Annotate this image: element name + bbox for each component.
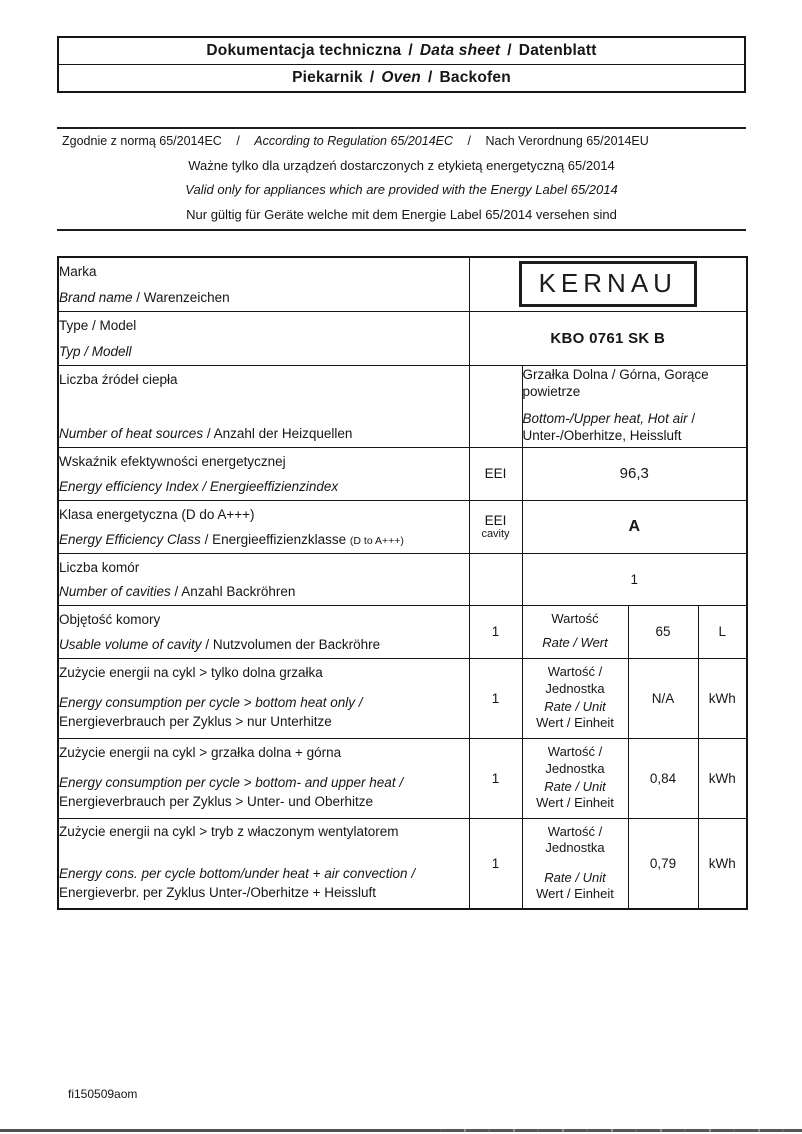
energy-class-label-pl: Klasa energetyczna (D do A+++): [59, 506, 255, 522]
regulation-de: Nach Verordnung 65/2014EU: [485, 134, 649, 148]
energy-fan-value: 0,79: [628, 818, 698, 909]
brand-label-de: / Warenzeichen: [132, 289, 230, 305]
validity-note-pl: Ważne tylko dla urządzeń dostarczonych z etykietą energetyczną 65/2014: [188, 157, 615, 173]
volume-label-de: / Nutzvolumen der Backröhre: [201, 636, 381, 652]
volume-count: 1: [469, 605, 522, 658]
table-row-energy-fan: [58, 818, 747, 909]
heat-sources-value-en: Bottom-/Upper heat, Hot air: [522, 411, 688, 426]
energy-bottom-label-de: Energieverbrauch per Zyklus > nur Unterhitze: [59, 714, 332, 730]
brand-label-cell: [58, 257, 469, 311]
energy-bottom-upper-count: 1: [469, 738, 522, 818]
cavities-value-cell: [522, 553, 747, 605]
model-label-pl: Type / Model: [59, 317, 137, 333]
table-row-heat-sources: [58, 365, 747, 447]
energy-fan-count: 1: [469, 818, 522, 909]
rate-label-pl: Wartość: [551, 611, 599, 626]
eei-value-cell: [522, 447, 747, 500]
model-label-de: Typ / Modell: [59, 343, 132, 359]
energy-fan-label-cell: [58, 818, 469, 909]
volume-label-cell: [58, 605, 469, 658]
eei-label-pl: Wskaźnik efektywności energetycznej: [59, 453, 286, 469]
rate-label-en-de: Rate / Wert: [542, 635, 608, 651]
energy-bottom-label-pl: Zużycie energii na cykl > tylko dolna grzałka: [59, 664, 323, 680]
energy-class-label-en: Energy Efficiency Class: [59, 531, 201, 547]
model-value-cell: [469, 311, 747, 365]
title-en: Data sheet: [419, 42, 501, 59]
volume-label-en: Usable volume of cavity: [59, 636, 202, 652]
energy-bottom-upper-unit: kWh: [698, 738, 747, 818]
table-row-energy-class: [58, 500, 747, 553]
energy-fan-unit: kWh: [698, 818, 747, 909]
energy-fan-label-en: Energy cons. per cycle bottom/under heat + air convection /: [59, 865, 416, 881]
energy-bottom-label-cell: [58, 658, 469, 738]
product-pl: Piekarnik: [292, 69, 363, 86]
volume-label-pl: Objętość komory: [59, 611, 161, 627]
title-de: Datenblatt: [518, 42, 597, 59]
energy-class-value-cell: [522, 500, 747, 553]
energy-class-value: A: [628, 517, 641, 535]
table-row-energy-bottom-upper: [58, 738, 747, 818]
subtitle-line-product: [59, 65, 744, 91]
energy-bottom-upper-label-de: Energieverbrauch per Zyklus > Unter- und Oberhitze: [59, 794, 374, 810]
heat-sources-label-cell: [58, 365, 469, 447]
document-code: fi150509aom: [68, 1087, 138, 1101]
brand-value-cell: [469, 257, 747, 311]
scan-bottom-edge: [0, 1129, 802, 1132]
table-row-eei: [58, 447, 747, 500]
energy-bottom-upper-value: 0,84: [628, 738, 698, 818]
regulation-pl: Zgodnie z normą 65/2014EC: [62, 134, 222, 148]
validity-note-de: Nur gültig für Geräte welche mit dem Energie Label 65/2014 versehen sind: [186, 206, 617, 222]
energy-bottom-upper-label-en: Energy consumption per cycle > bottom- and upper heat /: [59, 775, 404, 791]
table-row-cavities: [58, 553, 747, 605]
kernau-logo: KERNAU: [519, 261, 697, 307]
brand-label-pl: Marka: [59, 263, 97, 279]
separator: /: [369, 69, 375, 86]
heat-sources-label-pl: Liczba źródeł ciepła: [59, 371, 178, 387]
energy-fan-label-de: Energieverbr. per Zyklus Unter-/Oberhitze + Heissluft: [59, 885, 376, 901]
separator: /: [236, 134, 240, 148]
product-en: Oven: [381, 69, 421, 86]
regulation-en: According to Regulation 65/2014EC: [254, 134, 454, 148]
validity-note-en: Valid only for appliances which are provided with the Energy Label 65/2014: [185, 182, 618, 198]
heat-sources-value-de: / Unter-/Oberhitze, Heissluft: [522, 411, 696, 443]
model-label-cell: [58, 311, 469, 365]
eei-label-en: Energy efficiency Index / Energieeffizienzindex: [59, 478, 339, 494]
title-pl: Dokumentacja techniczna: [206, 42, 402, 59]
energy-class-scale: (D to A+++): [349, 534, 404, 547]
energy-bottom-upper-label-pl: Zużycie energii na cykl > grzałka dolna + górna: [59, 744, 342, 760]
document-title-box: [57, 36, 746, 93]
model-number: KBO 0761 SK B: [550, 329, 666, 347]
cavities-value: 1: [630, 571, 639, 587]
separator: /: [467, 134, 471, 148]
heat-sources-value-pl: Grzałka Dolna / Górna, Gorące powietrze: [522, 367, 709, 400]
eei-label-cell: [58, 447, 469, 500]
table-row-volume: [58, 605, 747, 658]
regulation-line: [57, 134, 746, 148]
energy-bottom-value: N/A: [628, 658, 698, 738]
volume-rate-label-cell: [522, 605, 628, 658]
product-de: Backofen: [439, 69, 511, 86]
separator: /: [427, 69, 433, 86]
energy-class-label-de: / Energieeffizienzklasse: [200, 531, 350, 547]
energy-bottom-count: 1: [469, 658, 522, 738]
heat-sources-label-en: Number of heat sources: [59, 425, 204, 441]
empty-cell: [469, 553, 522, 605]
empty-cell: [469, 365, 522, 447]
separator: /: [408, 42, 413, 59]
volume-unit: L: [698, 605, 747, 658]
energy-bottom-upper-label-cell: [58, 738, 469, 818]
cavities-label-pl: Liczba komór: [59, 559, 140, 575]
energy-fan-rate-label-cell: Wartość / Jednostka Rate / Unit Wert / Einheit: [522, 818, 628, 909]
heat-sources-label-de: / Anzahl der Heizquellen: [203, 425, 353, 441]
regulation-block: [57, 127, 746, 231]
energy-bottom-unit: kWh: [698, 658, 747, 738]
energy-fan-label-pl: Zużycie energii na cykl > tryb z właczonym wentylatorem: [59, 824, 399, 840]
spec-table: [57, 256, 748, 910]
cavities-label-cell: [58, 553, 469, 605]
title-line-languages: [59, 38, 744, 65]
table-row-energy-bottom: [58, 658, 747, 738]
heat-sources-value-cell: [522, 365, 747, 447]
volume-value: 65: [628, 605, 698, 658]
cavities-label-en: Number of cavities: [59, 583, 171, 599]
brand-label-en: Brand name: [59, 289, 133, 305]
separator: /: [507, 42, 512, 59]
energy-class-label-cell: [58, 500, 469, 553]
eei-abbrev: EEI: [469, 447, 522, 500]
eei-value: 96,3: [619, 465, 649, 482]
energy-bottom-rate-label-cell: Wartość / Jednostka Rate / Unit Wert / Einheit: [522, 658, 628, 738]
table-row-model: [58, 311, 747, 365]
cavities-label-de: / Anzahl Backröhren: [170, 583, 296, 599]
energy-bottom-upper-rate-label-cell: Wartość / Jednostka Rate / Unit Wert / Einheit: [522, 738, 628, 818]
energy-bottom-label-en: Energy consumption per cycle > bottom heat only /: [59, 695, 363, 711]
table-row-brand: [58, 257, 747, 311]
eei-cavity-abbrev: EEI cavity: [469, 500, 522, 553]
